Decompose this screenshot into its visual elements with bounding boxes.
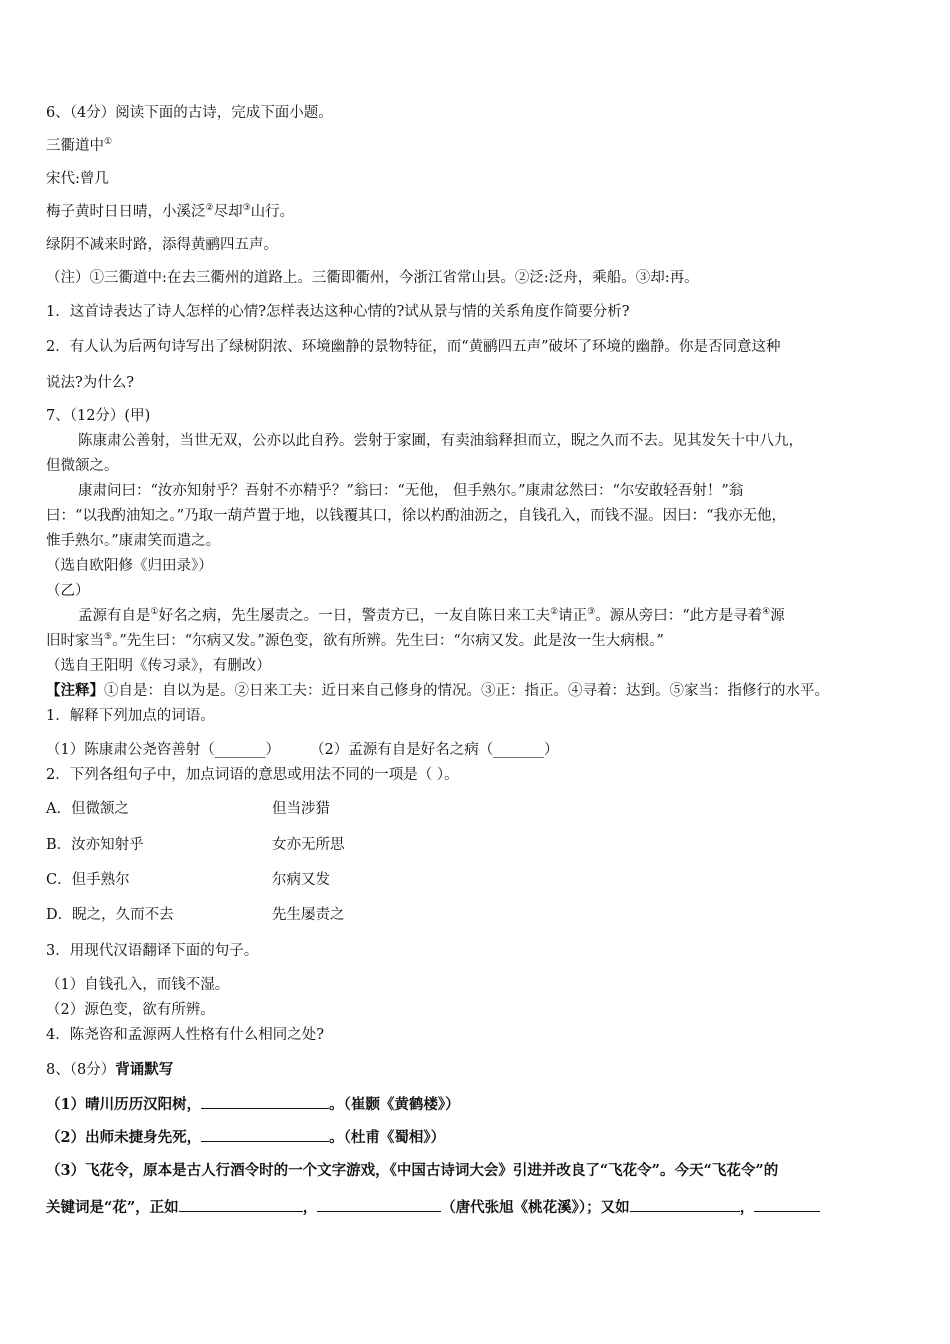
text: ， — [302, 1199, 318, 1216]
option-row-b — [46, 835, 345, 855]
q7-passage-yi-line-2 — [46, 631, 664, 651]
annotation-label: 【注释】 — [46, 682, 104, 699]
q8-line-1 — [46, 1094, 460, 1115]
answer-blank[interactable] — [754, 1197, 820, 1212]
q7-sub-question-1-items — [46, 740, 558, 760]
item-2: （2）孟源有自是好名之病（_______） — [309, 742, 559, 758]
answer-blank[interactable] — [201, 1094, 329, 1109]
option-row-d — [46, 905, 345, 925]
option-a-right: 但当涉猎 — [272, 801, 330, 817]
q7-source-2: （选自王阳明《传习录》，有删改） — [46, 658, 271, 674]
option-a-left: A．但微颔之 — [46, 801, 129, 817]
text: （1）晴川历历汉阳树， — [46, 1096, 202, 1113]
answer-blank[interactable] — [201, 1127, 329, 1142]
q7-sub-question-2: 2．下列各组句子中，加点词语的意思或用法不同的一项是（ ）。 — [46, 767, 459, 783]
text: 请正 — [558, 608, 588, 624]
footnote-mark: ⑤ — [104, 632, 113, 643]
annotation-text: ①自是：自以为是。②日来工夫：近日来自己修身的情况。③正：指正。④寻着：达到。⑤家当：指修行的水平。 — [104, 683, 829, 699]
footnote-mark: ① — [150, 607, 159, 618]
q8-line-4 — [46, 1197, 820, 1218]
q6-poem-author: 宋代:曾几 — [46, 171, 109, 187]
text: 。源从旁曰：“此方是寻着 — [595, 608, 763, 624]
q7-passage-yi-label: （乙） — [46, 583, 90, 599]
option-c-right: 尔病又发 — [272, 872, 330, 888]
q6-sub-question-2-cont: 说法?为什么? — [46, 375, 135, 391]
footnote-mark: ② — [205, 203, 214, 214]
text: 。（杜甫《蜀相》） — [329, 1129, 446, 1146]
q8-header-title: 背诵默写 — [115, 1061, 174, 1078]
q6-poem-line-1 — [46, 202, 294, 222]
answer-blank[interactable] — [179, 1197, 303, 1212]
q7-header: 7、（12分）(甲) — [46, 408, 151, 424]
q6-sub-question-1: 1．这首诗表达了诗人怎样的心情?怎样表达这种心情的?试从景与情的关系角度作简要分析? — [46, 304, 630, 320]
footnote-mark: ① — [104, 137, 113, 148]
text: 好名之病，先生屡责之。一日，警责方已，一友自陈日来工夫 — [158, 608, 551, 624]
text: 尽却 — [213, 204, 243, 220]
q6-note: （注）①三衢道中:在去三衢州的道路上。三衢即衢州，今浙江省常山县。②泛:泛舟，乘船。③却:再。 — [46, 270, 699, 286]
q8-line-2 — [46, 1127, 445, 1148]
q7-sub-question-3-item-2: （2）源色变，欲有所辨。 — [46, 1002, 215, 1018]
answer-blank[interactable] — [630, 1197, 740, 1212]
text: 旧时家当 — [46, 633, 104, 649]
text: 孟源有自是 — [78, 608, 151, 624]
q7-passage-jia-line-4: 曰：“以我酌油知之。”乃取一葫芦置于地，以钱覆其口，徐以杓酌油沥之，自钱孔入，而钱不湿。因曰：“我亦无他， — [46, 508, 786, 524]
q7-passage-jia-line-1: 陈康肃公善射，当世无双，公亦以此自矜。尝射于家圃，有卖油翁释担而立，睨之久而不去。见其发矢十中八九， — [78, 433, 803, 449]
option-d-right: 先生屡责之 — [272, 907, 345, 923]
q7-passage-jia-line-2: 但微颔之。 — [46, 458, 119, 474]
q7-sub-question-1: 1．解释下列加点的词语。 — [46, 708, 215, 724]
q6-poem-line-2: 绿阴不减来时路，添得黄鹂四五声。 — [46, 237, 278, 253]
text: ， — [739, 1199, 755, 1216]
q7-sub-question-3-item-1: （1）自钱孔入，而钱不湿。 — [46, 977, 230, 993]
q6-header: 6、（4分）阅读下面的古诗，完成下面小题。 — [46, 105, 333, 121]
text: 山行。 — [250, 204, 295, 220]
footnote-mark: ③ — [242, 203, 251, 214]
text: 源 — [770, 608, 785, 624]
q7-passage-jia-line-3: 康肃问曰：“汝亦知射乎？吾射不亦精乎？”翁曰：“无他， 但手熟尔。”康肃忿然曰：“尔安敢轻吾射！”翁 — [78, 483, 744, 499]
answer-blank[interactable] — [317, 1197, 441, 1212]
q8-header — [46, 1060, 173, 1080]
q7-passage-jia-line-5: 惟手熟尔。”康肃笑而遣之。 — [46, 533, 221, 549]
q7-source-1: （选自欧阳修《归田录》） — [46, 558, 213, 574]
q7-sub-question-3: 3．用现代汉语翻译下面的句子。 — [46, 943, 259, 959]
option-b-left: B．汝亦知射乎 — [46, 837, 144, 853]
text: 。”先生曰：“尔病又发。”源色变，欲有所辨。先生曰：“尔病又发。此是汝一生大病根。” — [112, 633, 664, 649]
option-row-c — [46, 870, 330, 890]
q8-header-number: 8、（8分） — [46, 1062, 116, 1078]
q7-sub-question-4: 4．陈尧咨和孟源两人性格有什么相同之处? — [46, 1027, 324, 1043]
option-c-left: C．但手熟尔 — [46, 872, 130, 888]
text: 关键词是“花”，正如 — [46, 1199, 179, 1216]
q8-line-3: （3）飞花令，原本是古人行酒令时的一个文字游戏，《中国古诗词大会》引进并改良了“飞花令”。今天“飞花令”的 — [46, 1162, 779, 1179]
q6-sub-question-2: 2．有人认为后两句诗写出了绿树阴浓、环境幽静的景物特征，而“黄鹂四五声”破坏了环境的幽静。你是否同意这种 — [46, 339, 781, 355]
text: 梅子黄时日日晴，小溪泛 — [46, 204, 206, 220]
footnote-mark: ③ — [587, 607, 596, 618]
text: （唐代张旭《桃花溪》）；又如 — [441, 1199, 630, 1216]
item-1: （1）陈康肃公尧咨善射（_______） — [46, 742, 280, 758]
q6-poem-title — [46, 136, 112, 156]
q7-passage-yi-line-1 — [78, 606, 785, 626]
q7-annotation — [46, 681, 829, 701]
option-b-right: 女亦无所思 — [272, 837, 345, 853]
text: （2）出师未捷身先死， — [46, 1129, 202, 1146]
footnote-mark: ② — [550, 607, 559, 618]
text: 。（崔颢《黄鹤楼》） — [329, 1096, 460, 1113]
poem-title-text: 三衢道中 — [46, 138, 104, 154]
footnote-mark: ④ — [762, 607, 771, 618]
option-row-a — [46, 799, 330, 819]
option-d-left: D．睨之，久而不去 — [46, 907, 174, 923]
